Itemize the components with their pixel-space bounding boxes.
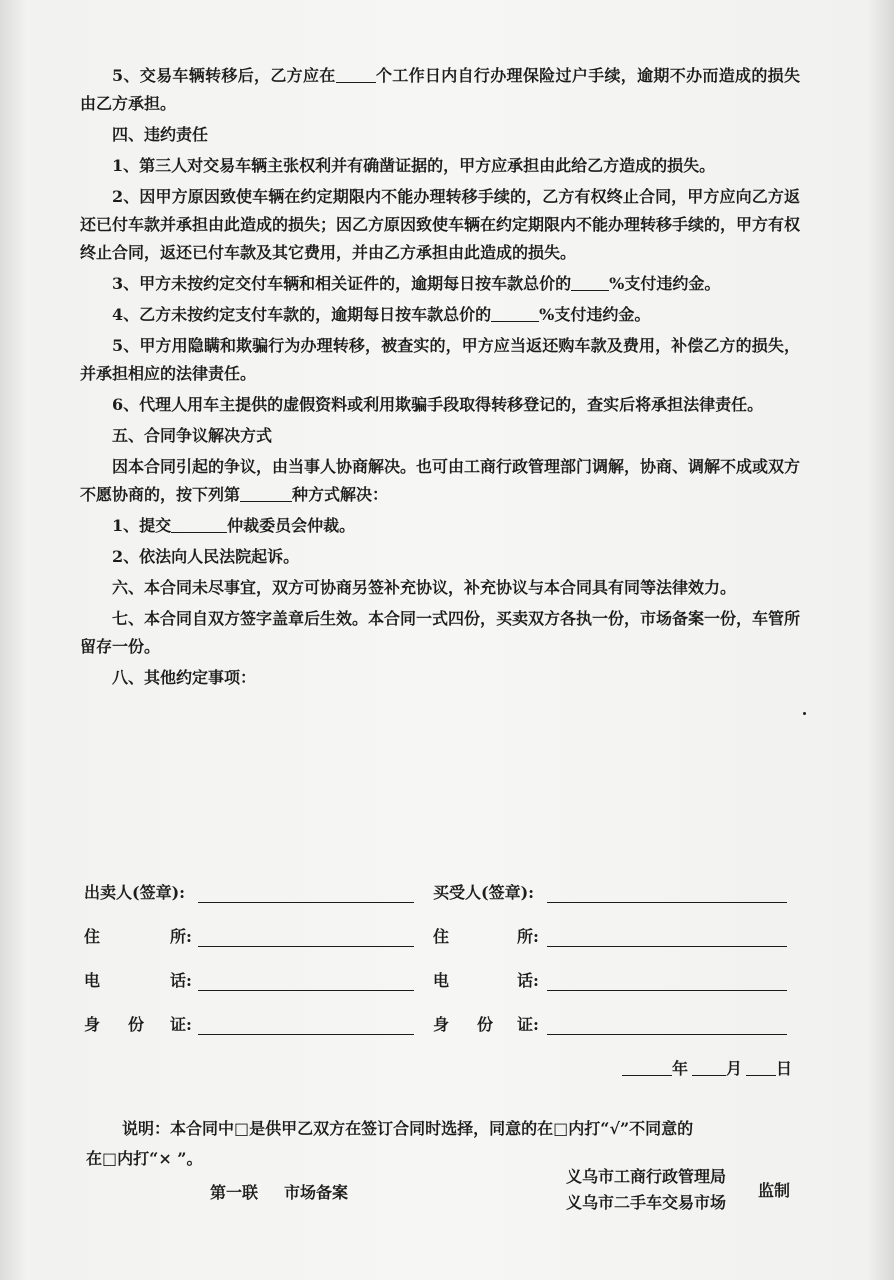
clause-3-5: 5、交易车辆转移后，乙方应在 个工作日内自行办理保险过户手续，逾期不办而造成的损失由乙方承担。 — [80, 66, 800, 113]
seller-addr-label-b: 所: — [170, 927, 192, 946]
blank-penalty-b — [491, 303, 539, 322]
buyer-addr-label-b: 所: — [517, 927, 539, 946]
seller-id-label-a: 身 — [84, 1015, 101, 1034]
blank-arbitration — [171, 514, 227, 533]
seller-addr-line — [198, 926, 414, 947]
heading-breach: 四、违约责任 — [112, 125, 209, 144]
blank-year — [622, 1057, 672, 1076]
issuer-org-1: 义乌市工商行政管理局 — [566, 1167, 727, 1186]
buyer-phone-line — [547, 970, 787, 991]
buyer-id-label-c: 证: — [517, 1015, 539, 1034]
supervise-label: 监制 — [758, 1181, 791, 1200]
issuer-block — [566, 1164, 791, 1216]
seller-phone-label-a: 电 — [84, 971, 101, 990]
clause-4-2: 2、因甲方原因致使车辆在约定期限内不能办理转移手续的，乙方有权终止合同，甲方应向乙方返还已付车款并承担由此造成的损失；因乙方原因致使车辆在约定期限内不能办理转移手续的，甲方有权终止合同，返还已付车款及其它费用，并由乙方承担由此造成的损失。 — [80, 187, 801, 262]
seller-addr-label-a: 住 — [84, 927, 101, 946]
clause-5-2: 2、依法向人民法院起诉。 — [112, 547, 300, 566]
copy-label — [210, 1180, 374, 1203]
seller-phone-label-b: 话: — [170, 971, 192, 990]
clause-4-5: 5、甲方用隐瞒和欺骗行为办理转移，被查实的，甲方应当返还购车款及费用，补偿乙方的损失，并承担相应的法律责任。 — [80, 336, 800, 383]
clause-7: 七、本合同自双方签字盖章后生效。本合同一式四份，买卖双方各执一份，市场备案一份，车管所留存一份。 — [80, 609, 801, 656]
seller-label: 出卖人(签章): — [84, 883, 186, 902]
blank-month — [692, 1057, 726, 1076]
buyer-label: 买受人(签章): — [433, 883, 535, 902]
buyer-id-label-b: 份 — [477, 1015, 494, 1034]
buyer-id-line — [547, 1014, 787, 1035]
clause-5-1: 1、提交 仲裁委员会仲裁。 — [112, 516, 356, 535]
blank-method — [240, 483, 292, 502]
contract-body — [80, 62, 800, 695]
buyer-phone-label-b: 话: — [517, 971, 539, 990]
buyer-id-label-a: 身 — [433, 1015, 450, 1034]
clause-4-4: 4、乙方未按约定支付车款的，逾期每日按车款总价的 %支付违约金。 — [112, 305, 651, 324]
copy-number: 第一联 — [210, 1183, 259, 1202]
seller-sign-line — [198, 882, 414, 903]
blank-day — [746, 1057, 776, 1076]
clause-4-3: 3、甲方未按约定交付车辆和相关证件的，逾期每日按车款总价的 %支付违约金。 — [112, 274, 721, 293]
usage-note-line-2: 在□内打“× ”。 — [86, 1149, 203, 1168]
buyer-addr-label-a: 住 — [433, 927, 450, 946]
seller-id-label-c: 证: — [170, 1015, 192, 1034]
blank-days — [336, 64, 376, 83]
blank-penalty-a — [571, 272, 609, 291]
clause-4-6: 6、代理人用车主提供的虚假资料或利用欺骗手段取得转移登记的，查实后将承担法律责任。 — [112, 395, 764, 414]
seller-signature-block — [84, 880, 424, 1050]
seller-phone-line — [198, 970, 414, 991]
clause-6: 六、本合同未尽事宜，双方可协商另签补充协议，补充协议与本合同具有同等法律效力。 — [112, 578, 737, 597]
seller-id-line — [198, 1014, 414, 1035]
seller-id-label-b: 份 — [128, 1015, 145, 1034]
issuer-org-2: 义乌市二手车交易市场 — [566, 1193, 727, 1212]
buyer-addr-line — [547, 926, 787, 947]
buyer-signature-block — [433, 880, 793, 1050]
buyer-sign-line — [547, 882, 787, 903]
ink-speck — [803, 712, 806, 715]
clause-4-1: 1、第三人对交易车辆主张权利并有确凿证据的，甲方应承担由此给乙方造成的损失。 — [112, 156, 716, 175]
heading-dispute: 五、合同争议解决方式 — [112, 426, 273, 445]
clause-5-intro: 因本合同引起的争议，由当事人协商解决。也可由工商行政管理部门调解，协商、调解不成或双方不愿协商的，按下列第 种方式解决： — [80, 457, 801, 504]
clause-8: 八、其他约定事项： — [112, 668, 257, 687]
buyer-phone-label-a: 电 — [433, 971, 450, 990]
copy-purpose: 市场备案 — [284, 1183, 349, 1202]
usage-note-line-1: 说明：本合同中□是供甲乙双方在签订合同时选择，同意的在□内打“√”不同意的 — [122, 1119, 694, 1138]
signing-date: 年 月 日 — [622, 1056, 792, 1079]
